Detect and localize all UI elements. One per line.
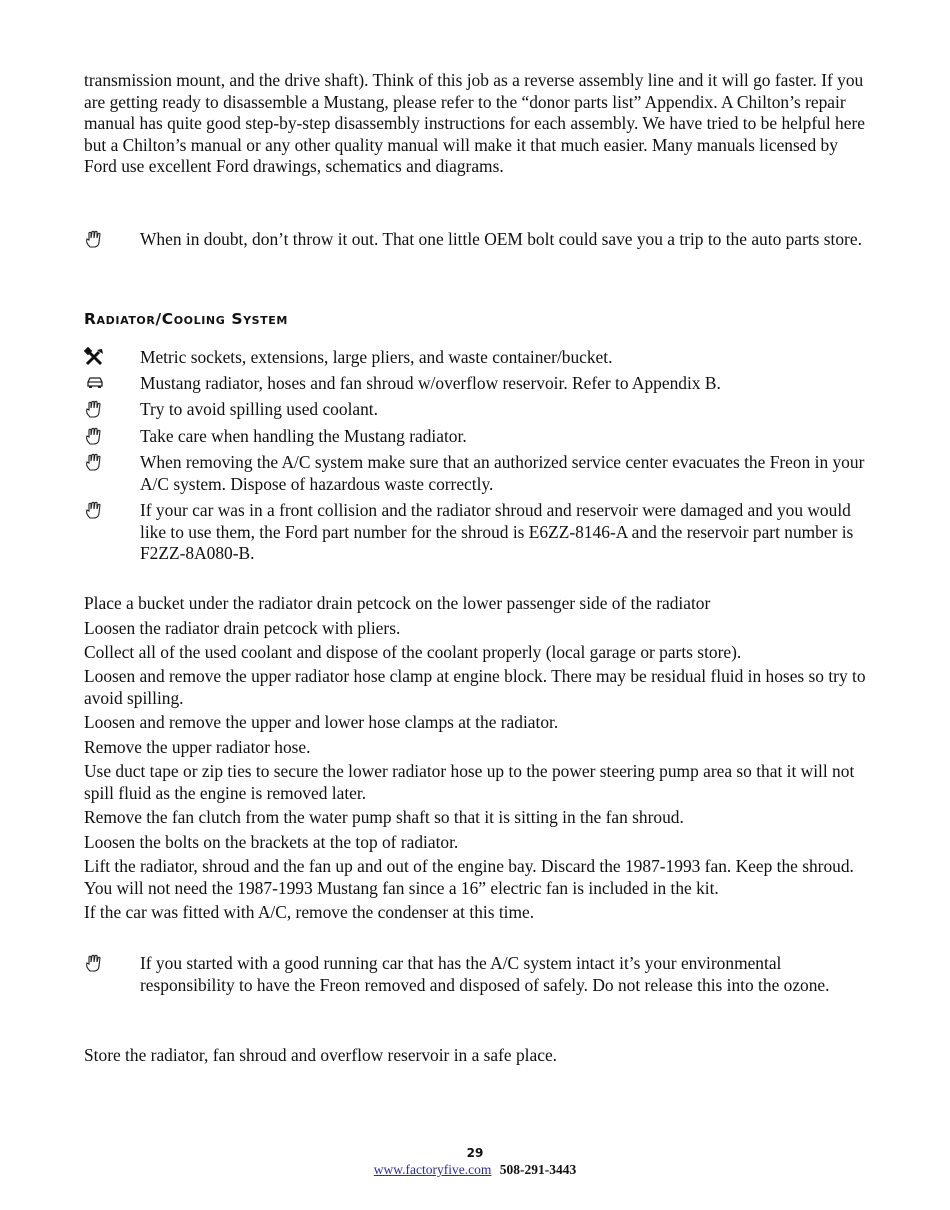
step-item: Loosen the bolts on the brackets at the top of radiator. (84, 832, 459, 852)
hand-icon (84, 953, 106, 973)
hand-icon (84, 426, 106, 446)
step-item: Use duct tape or zip ties to secure the lower radiator hose up to the power steering pump area so that it will not spill fluid as the engine is removed later. (84, 761, 855, 803)
note-item-tools (84, 347, 874, 369)
note-text: If your car was in a front collision and the radiator shroud and reservoir were damaged and you would like to use them, the Ford part number for the shroud is E6ZZ-8146-A and the reservoir part number is F2ZZ-8A080-B. (140, 500, 854, 563)
note-item-caution (84, 426, 874, 448)
note-item-caution (84, 452, 874, 495)
step-item: Loosen and remove the upper radiator hose clamp at engine block. There may be residual fluid in hoses so try to avoid spilling. (84, 666, 866, 708)
note-text: Mustang radiator, hoses and fan shroud w/overflow reservoir. Refer to Appendix B. (140, 373, 721, 393)
note-text: Try to avoid spilling used coolant. (140, 399, 378, 419)
step-item: Remove the upper radiator hose. (84, 737, 311, 757)
tip-note-top (84, 229, 874, 251)
section-heading: Radiator/Cooling System (84, 310, 288, 328)
note-item-caution (84, 500, 874, 565)
tip-text: When in doubt, don’t throw it out. That one little OEM bolt could save you a trip to the auto parts store. (140, 229, 862, 249)
page-number: 29 (466, 1146, 484, 1160)
hand-icon (84, 500, 106, 520)
tip-note-bottom (84, 953, 874, 996)
step-item: Place a bucket under the radiator drain petcock on the lower passenger side of the radiator (84, 593, 711, 613)
website-link[interactable]: www.factoryfive.com (373, 1162, 492, 1177)
intro-paragraph: transmission mount, and the drive shaft). Think of this job as a reverse assembly line and it will go faster. If you are getting ready to disassemble a Mustang, please refer to the “donor parts list” Appendix. A Chilton’s repair manual has quite good step-by-step disassembly instructions for each assembly. We have tried to be helpful here but a Chilton’s manual or any other quality manual will make it that much easier. Many manuals licensed by Ford use excellent Ford drawings, schematics and diagrams. (84, 70, 865, 176)
step-item: Remove the fan clutch from the water pump shaft so that it is sitting in the fan shroud. (84, 807, 684, 827)
note-text: Metric sockets, extensions, large pliers, and waste container/bucket. (140, 347, 613, 367)
tools-icon (84, 347, 106, 367)
note-text: When removing the A/C system make sure that an authorized service center evacuates the Freon in your A/C system. Dispose of hazardous waste correctly. (140, 452, 865, 494)
step-item: Collect all of the used coolant and dispose of the coolant properly (local garage or parts store). (84, 642, 742, 662)
hand-icon (84, 452, 106, 472)
note-item-caution (84, 399, 874, 421)
hand-icon (84, 399, 106, 419)
closing-paragraph: Store the radiator, fan shroud and overflow reservoir in a safe place. (84, 1045, 558, 1065)
step-item: Lift the radiator, shroud and the fan up and out of the engine bay. Discard the 1987-1993 fan. Keep the shroud. You will not need the 1987-1993 Mustang fan since a 16” electric fan is included in the kit. (84, 856, 854, 898)
tip-text: If you started with a good running car that has the A/C system intact it’s your environmental responsibility to have the Freon removed and disposed of safely. Do not release this into the ozone. (140, 953, 830, 995)
note-item-parts (84, 373, 874, 395)
step-item: If the car was fitted with A/C, remove the condenser at this time. (84, 902, 535, 922)
note-text: Take care when handling the Mustang radiator. (140, 426, 467, 446)
hand-icon (84, 229, 106, 249)
car-icon (84, 373, 106, 393)
step-item: Loosen the radiator drain petcock with pliers. (84, 618, 401, 638)
phone-number: 508-291-3443 (499, 1162, 577, 1177)
footer-contact (0, 1159, 950, 1182)
step-item: Loosen and remove the upper and lower hose clamps at the radiator. (84, 712, 559, 732)
